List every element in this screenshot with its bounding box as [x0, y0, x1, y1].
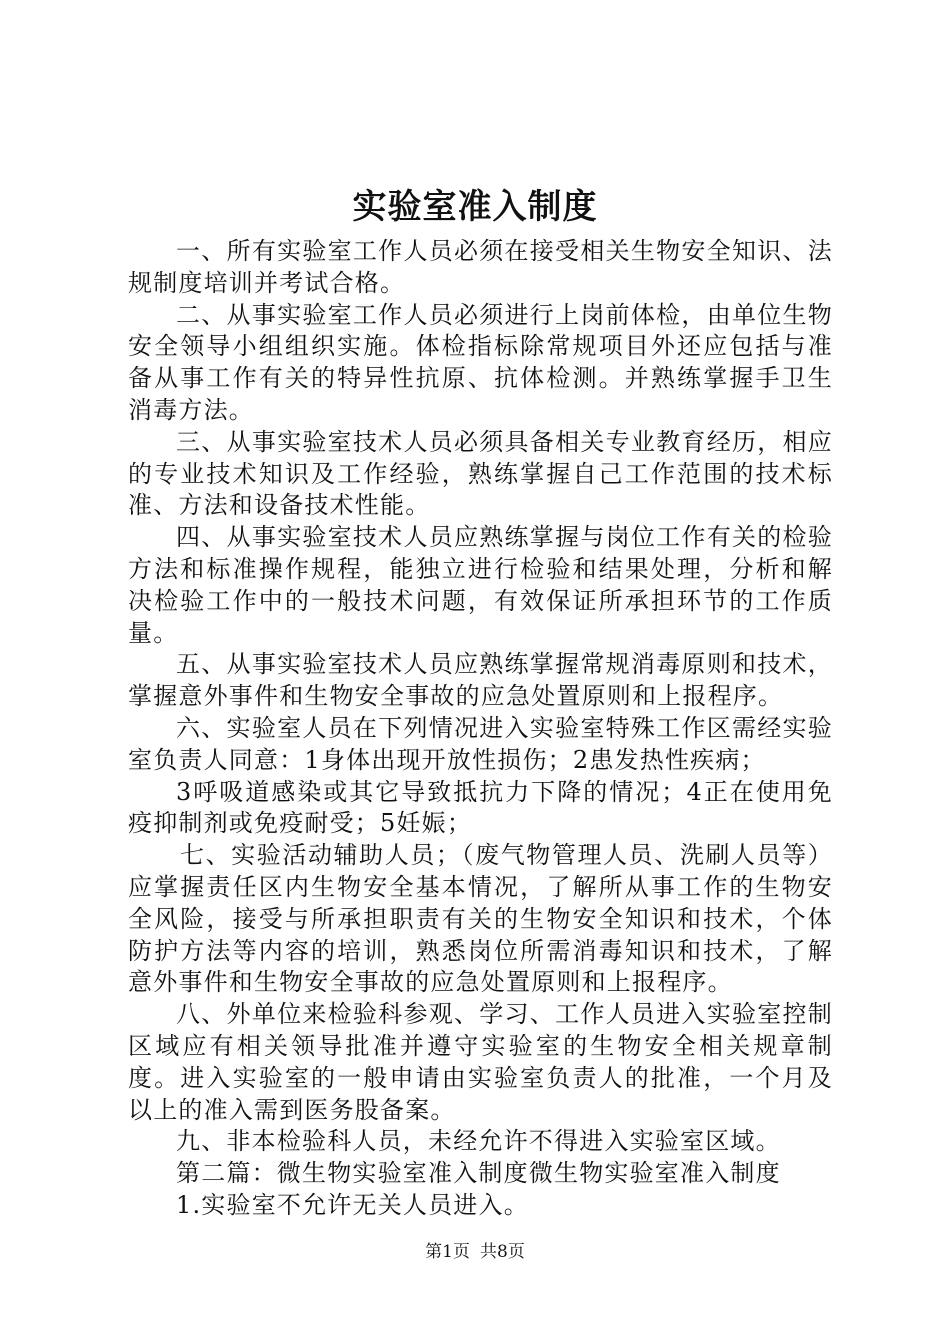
page-number: 第1页	[425, 1242, 470, 1262]
paragraph-9: 九、非本检验科人员，未经允许不得进入实验室区域。	[176, 1127, 781, 1156]
page-footer	[0, 1240, 950, 1264]
paragraph-4: 四、从事实验室技术人员应熟练掌握与岗位工作有关的检验方法和标准操作规程，能独立进行检验和结果处理，分析和解决检验工作中的一般技术问题，有效保证所承担环节的工作质量。	[128, 523, 833, 647]
document-title: 实验室准入制度	[352, 187, 598, 227]
paragraph-7: 七、实验活动辅助人员；（废气物管理人员、洗刷人员等）应掌握责任区内生物安全基本情况，了解所从事工作的生物安全风险，接受与所承担职责有关的生物安全知识和技术，个体防护方法等内容的培训，熟悉岗位所需消毒知识和技术，了解意外事件和生物安全事故的应急处置原则和上报程序。	[128, 841, 833, 997]
paragraph-1: 一、所有实验室工作人员必须在接受相关生物安全知识、法规制度培训并考试合格。	[128, 237, 833, 297]
paragraph-8: 八、外单位来检验科参观、学习、工作人员进入实验室控制区域应有相关领导批准并遵守实验室的生物安全相关规章制度。进入实验室的一般申请由实验室负责人的批准，一个月及以上的准入需到医务股备案。	[128, 1000, 833, 1124]
paragraph-5: 五、从事实验室技术人员应熟练掌握常规消毒原则和技术，掌握意外事件和生物安全事故的应急处置原则和上报程序。	[128, 650, 833, 711]
paragraph-3: 三、从事实验室技术人员必须具备相关专业教育经历，相应的专业技术知识及工作经验，熟练掌握自己工作范围的技术标准、方法和设备技术性能。	[128, 427, 833, 520]
paragraph-6-continued: 3呼吸道感染或其它导致抵抗力下降的情况；4正在使用免疫抑制剂或免疫耐受；5妊娠；	[128, 777, 833, 838]
page-total: 共8页	[480, 1242, 525, 1262]
section-heading-2: 第二篇：微生物实验室准入制度微生物实验室准入制度	[176, 1159, 781, 1188]
paragraph-6: 六、实验室人员在下列情况进入实验室特殊工作区需经实验室负责人同意：1身体出现开放性损伤；2患发热性疾病；	[128, 713, 833, 774]
paragraph-section2-1: 1.实验室不允许无关人员进入。	[176, 1190, 529, 1219]
paragraph-2: 二、从事实验室工作人员必须进行上岗前体检，由单位生物安全领导小组组织实施。体检指标除常规项目外还应包括与准备从事工作有关的特异性抗原、抗体检测。并熟练掌握手卫生消毒方法。	[128, 300, 833, 424]
document-body	[128, 236, 833, 1222]
